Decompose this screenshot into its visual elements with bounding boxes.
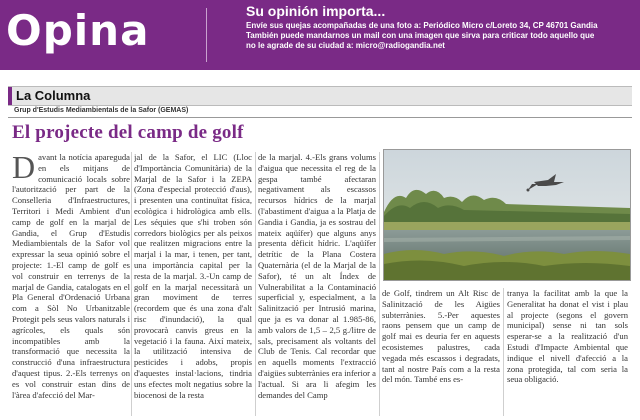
- article-column-2: [134, 152, 252, 418]
- section-bar: [8, 86, 632, 106]
- column-5-text: tranya la facilitat amb la que la Generalitat ha donat el vist i plau al projecte (segons el govern municipal) sense ni tan sols esperar-se a la realització d'un Estudi d'Impacte Ambiental que indique el nivell d'afecció a la zona protegida, tal com seria la seua obligació.: [507, 288, 628, 385]
- article-column-3: [258, 152, 376, 418]
- section-title: La Columna: [16, 88, 91, 103]
- byline: Grup d'Estudis Mediambientals de la Safor (GEMAS): [14, 107, 189, 114]
- column-3-text: de la marjal. 4.-Els grans volums d'aigua que necessita el reg de la gespa també afectaran negativament als escassos recursos hídrics de la marjal (l'abastiment d'aigua a la Platja de Gandia i Gandia, ja es sostrau del mateix aqüífer) que alguns anys presenta dèficit hídric. L'aqüífer detrític de la Plana Costera Quaternària (el de la Marjal de la Safor), té un alt Índex de Vulnerabilitat a la Contaminació superficial y, especialment, a la Salinització per Intrusió marina, que ja es va donar al 1.985-86, amb valors de 1,5 – 2,5 g./litre de sals, precisament als voltants del Club de Tenis. Cal recordar que en aquells moments l'extracció d'aigües subterrànies era inferior a l'actual. Si ara li afegim les demandes del Camp: [258, 152, 376, 400]
- byline-rule: [8, 117, 632, 118]
- article-column-1: [12, 152, 130, 418]
- column-rule: [379, 152, 380, 416]
- column-rule: [131, 152, 132, 416]
- article-column-4: [382, 288, 500, 418]
- article-photo-marsh: [383, 149, 631, 281]
- marsh-landscape-image: [384, 150, 630, 280]
- opina-header-banner: [0, 0, 640, 70]
- column-4-text: de Golf, tindrem un Alt Risc de Salinització de les Aigües subterrànies. 5.-Per aquestes raons pensem que un camp de golf mai es deuria fer en aquests ecosistemes palustres, cada vegada més escassos i degradats, tant al nostre País com a la resta del món. També ens es-: [382, 288, 500, 385]
- drop-cap: D: [12, 152, 36, 185]
- section-accent: [8, 87, 12, 105]
- article-column-5: [507, 288, 628, 418]
- column-1-text: avant la notícia apareguda en els mitjans de comunicació locals sobre l'autorització per part de la Conselleria d'Infraestructures, Territori i Medi Ambient d'un camp de golf en la marjal de Gandia, el Grup d'Estudis Mediambientals de la Safor vol expressar la seua opinió sobre el projecte: 1.-El camp de golf es vol construir en terrenys de la marjal de Gandia, catalogats en el Pla General d'Ordenació Urbana com a Sòl No Urbanitzable Protegit pels seus valors naturals i agrícoles, els quals són incompatibles amb la transformació que necessita la construcció d'una infraestructura d'aquest tipus. 2.-Els terrenys on es vol construir estan dins de l'àrea d'afecció del Mar-: [12, 152, 130, 400]
- header-info-line-3: no le agrade de su ciudad a: micro@radiogandia.net: [246, 41, 445, 50]
- header-info-line-2: También puede mandarnos un mail con una imagen que sirva para criticar todo aquello que: [246, 31, 595, 40]
- column-2-text: jal de la Safor, el LIC (Lloc d'Importància Comunitària) de la Marjal de la Safor i la ZEPA (Zona d'especial protecció d'aus), i presenten una continuïtat física, ecològica i hidrològica amb ells. Les séquies que s'hi troben són corredors biològics per als peixos que realitzen migracions entre la marjal i la mar, i tenen, per tant, una importància capital per la resta de la marjal. 3.-Un camp de golf en la marjal necessitarà un gran moviment de terres (recordem que és una zona d'alt risc d'inundació), la qual provocarà canvis greus en la vegetació i la fauna. Així mateix, la utilització intensiva de pesticides i adobs, propis d'aquestes instal·lacions, tindria uns efectes molt negatius sobre la biocenosi de la resta: [134, 152, 252, 400]
- header-info-line-1: Envíe sus quejas acompañadas de una foto a: Periódico Micro c/Loreto 34, CP 46701 Gandia: [246, 21, 598, 30]
- article-headline: El projecte del camp de golf: [12, 122, 244, 143]
- column-rule: [503, 288, 504, 416]
- header-divider: [206, 8, 207, 62]
- header-subtitle: Su opinión importa...: [246, 3, 386, 19]
- column-rule: [255, 152, 256, 416]
- opina-title: Opina: [6, 6, 150, 55]
